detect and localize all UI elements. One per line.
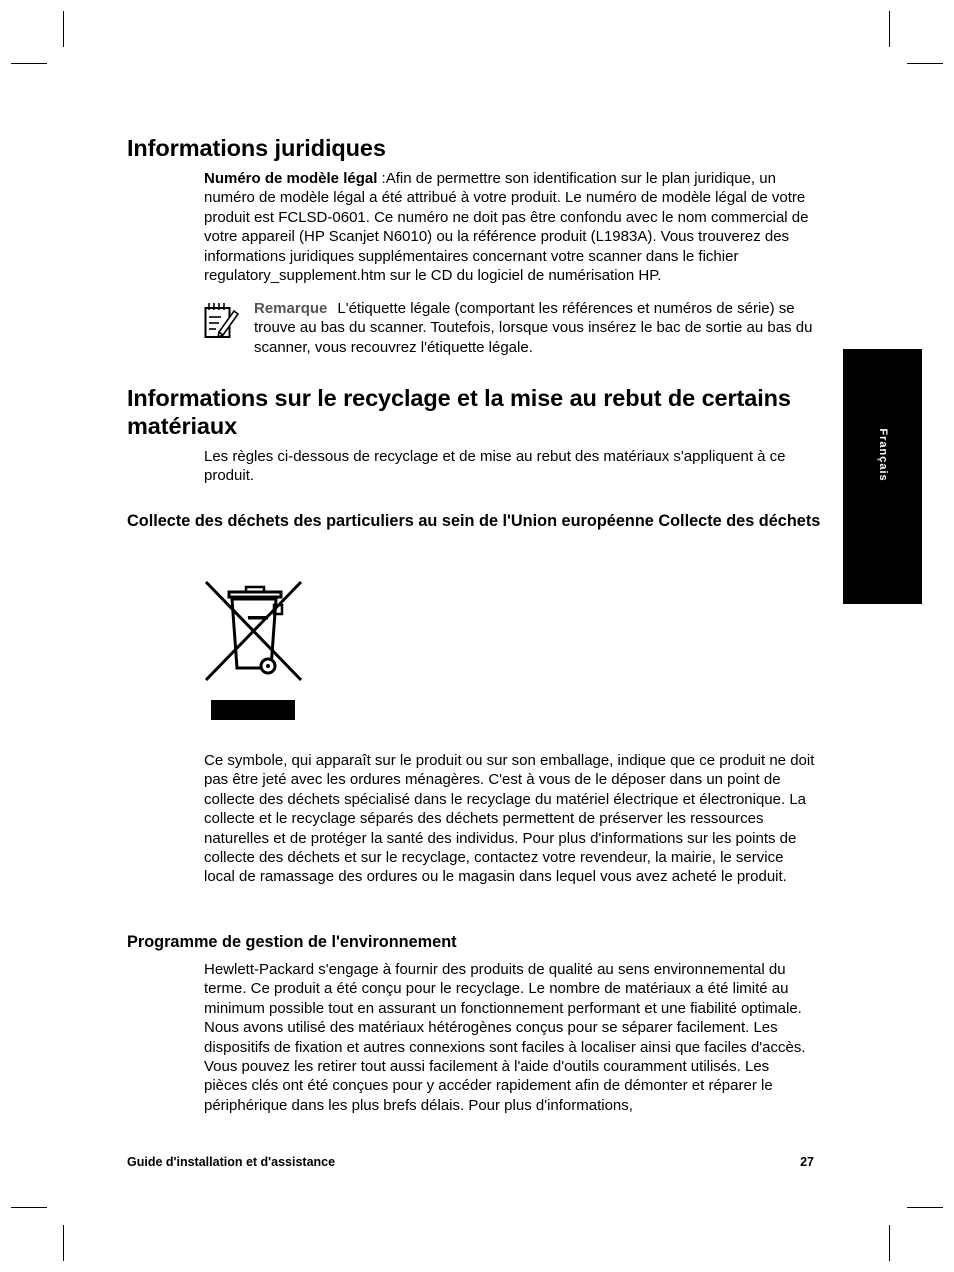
crop-mark <box>907 1207 943 1208</box>
heading-recycling-information: Informations sur le recyclage et la mise au rebut de certains matériaux <box>127 385 791 439</box>
environment-paragraph: Hewlett-Packard s'engage à fournir des produits de qualité au sens environnemental du terme. Ce produit a été conçu pour le recyclage. Le nombre de matériaux a été limité au minimum possible tout en assurant un fonctionnement performant et une fiabilité optimale. Nous avons utilisé des matériaux hétérogènes conçus pour se séparer facilement. Les dispositifs de fixation et autres connexions sont faciles à localiser ainsi que faciles d'accès. Vous pouvez les retirer tout aussi facilement à l'aide d'outils couramment utilisés. Les pièces clés ont été conçues pour y accéder rapidement afin de démonter et réparer le périphérique dans les plus brefs délais. Pour plus d'informations, <box>204 961 806 1114</box>
model-number-label: Numéro de modèle légal <box>204 170 378 187</box>
heading-legal-information: Informations juridiques <box>127 135 386 161</box>
footer-page-number: 27 <box>800 1155 814 1169</box>
note-paragraph <box>254 299 818 357</box>
note-text: L'étiquette légale (comportant les références et numéros de série) se trouve au bas du scanner. Toutefois, lorsque vous insérez le bac de sortie au bas du scanner, vous recouvrez l'étiquette légale. <box>254 300 813 356</box>
crossed-out-wheelie-bin-icon <box>204 580 304 725</box>
model-number-text: :Afin de permettre son identification sur le plan juridique, un numéro de modèle légal a été attribué à votre produit. Le numéro de modèle légal de votre produit est FCLSD-0601. Ce numéro ne doit pas être confondu avec le nom commercial de votre appareil (HP Scanjet N6010) ou la référence produit (L1983A). Vous trouverez des informations juridiques supplémentaires concernant votre scanner dans le fichier regulatory_supplement.htm sur le CD du logiciel de numérisation HP. <box>204 170 809 285</box>
note-label: Remarque <box>254 300 328 317</box>
heading-eu-waste-collection: Collecte des déchets des particuliers au sein de l'Union européenne Collecte des déchets <box>127 512 821 530</box>
heading-environment-program: Programme de gestion de l'environnement <box>127 933 457 951</box>
crop-mark <box>907 63 943 64</box>
weee-paragraph: Ce symbole, qui apparaît sur le produit ou sur son emballage, indique que ce produit ne doit pas être jeté avec les ordures ménagères. C'est à vous de le déposer dans un point de collecte des déchets spécialisé dans le recyclage du matériel électrique et électronique. La collecte et le recyclage séparés des déchets permettent de préserver les ressources naturelles et de protéger la santé des individus. Pour plus d'informations sur les points de collecte des déchets et sur le recyclage, contactez votre revendeur, la mairie, le service local de ramassage des ordures ou le magasin dans lequel vous avez acheté le produit. <box>204 752 815 886</box>
crop-mark <box>889 11 890 47</box>
crop-mark <box>63 1225 64 1261</box>
recycling-intro-paragraph: Les règles ci-dessous de recyclage et de mise au rebut des matériaux s'appliquent à ce produit. <box>204 448 786 485</box>
crop-mark <box>11 1207 47 1208</box>
crop-mark <box>889 1225 890 1261</box>
legal-model-paragraph <box>204 169 816 285</box>
language-tab-label: Français <box>877 428 889 482</box>
crop-mark <box>63 11 64 47</box>
note-pencil-icon <box>203 302 239 340</box>
crop-mark <box>11 63 47 64</box>
language-side-tab <box>843 349 922 604</box>
footer-guide-title: Guide d'installation et d'assistance <box>127 1155 336 1169</box>
